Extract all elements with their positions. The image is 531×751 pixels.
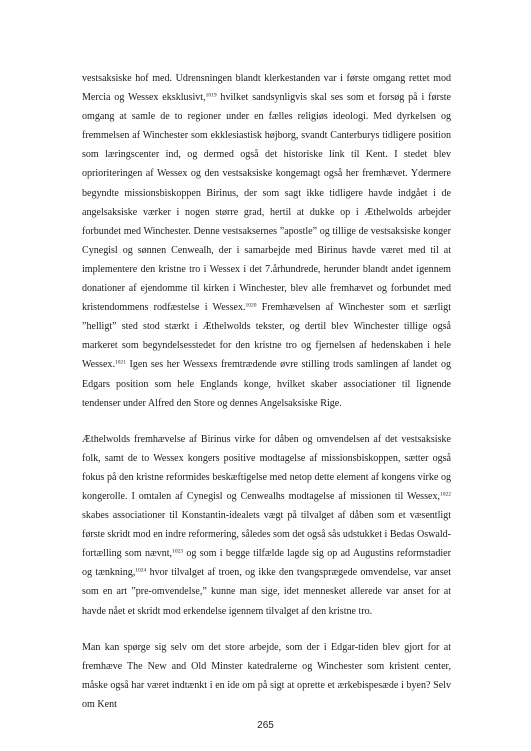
text-run: hvilket sandsynligvis skal ses som et forsøg på i første omgang at samle de to regioner under en fælles religiøs ideologi. Med dyrkelsen og fremmelsen af Winchester som ekklesiastisk højborg, svandt Canterburys tidligere position som læringscenter ind, og dermed også det historiske link til Kent. I stedet blev oprioriteringen af Wessex og den vestsaksiske kongemagt også her fremhævet. Ydermere begyndte missionsbiskoppen Birinus, der som sagt ikke tidligere havde indgået i de angelsaksiske værker i nogen større grad, hertil at dukke op i Æthelwolds arbejder forbundet med Winchester. Denne vestsaksernes ”apostle” og tillige de vestsaksiske konger Cynegisl og sønnen Cenwealh, der i samarbejde med Birinus havde været med til at implementere den kristne tro i Wessex i det 7.århundrede, herunder blandt andet igennem donationer af ejendomme til kirken i Winchester, blev alle fremhævet og forbundet med kristendommens rodfæstelse i Wessex. — [82, 92, 451, 314]
footnote-marker[interactable]: 1023 — [172, 548, 184, 555]
text-run: Fremhævelsen af Winchester som et særligt ”helligt” sted stod stærkt i Æthelwolds tekster, og dertil blev Winchester tillige også markeret som begyndelsesstedet for den kristne tro og fjernelsen af hedenskaben i hele Wessex. — [82, 302, 451, 371]
page-number: 265 — [257, 720, 274, 731]
footnote-marker[interactable]: 1020 — [245, 302, 257, 309]
text-run: Æthelwolds fremhævelse af Birinus virke for dåben og omvendelsen af det vestsaksiske folk, samt de to Wessex kongers positive modtagelse af missionsbiskoppen, sætter også fokus på den kristne reformides beskæftigelse med netop dette element af kongens virke og kongerolle. I omtalen af Cynegisl og Cenwealhs modtagelse af missionen til Wessex, — [82, 433, 451, 502]
paragraph-3 — [82, 638, 451, 714]
text-run: Igen ses her Wessexs fremtrædende øvre stilling trods samlingen af landet og Edgars position som hele Englands konge, hvilket skaber associationer til lignende tendenser under Alfred den Store og dennes Angelsaksiske Rige. — [82, 359, 451, 409]
footnote-marker[interactable]: 1022 — [440, 491, 451, 498]
text-run: hvor tilvalget af troen, og ikke den tvangsprægede omvendelse, var anset som en art ”pre-omvendelse,” kunne man sige, idet mennesket allerede var anset for at havde nået et skridt mod erkendelse igennem tilvalget af den kristne tro. — [82, 567, 451, 617]
footnote-marker[interactable]: 1024 — [135, 567, 147, 574]
text-run: skabes associationer til Konstantin-idealets vægt på tilvalget af dåben som et væsentligt første skridt mod en indre reformering, således som det også sås udstukket i Bedas Oswald-fortælling som nævnt, — [82, 510, 451, 560]
text-run: Man kan spørge sig selv om det store arbejde, som der i Edgar-tiden blev gjort for at fremhæve The New and Old Minster katedralerne og Winchester som kristent center, måske også har været indtænkt i en ide om på sigt at oprette et ærkebispesæde i byen? Selv om Kent — [82, 641, 451, 710]
footnote-marker[interactable]: 1021 — [114, 359, 126, 366]
footnote-marker[interactable]: 1019 — [205, 92, 217, 99]
paragraph-1 — [82, 69, 451, 413]
text-run: og som i begge tilfælde lagde sig op ad Augustins reformstadier og tænkning, — [82, 548, 451, 579]
text-run: vestsaksiske hof med. Udrensningen blandt klerkestanden var i første omgang rettet mod Mercia og Wessex eksklusivt, — [82, 73, 451, 104]
paragraph-2 — [82, 430, 451, 621]
body-text — [82, 69, 451, 714]
